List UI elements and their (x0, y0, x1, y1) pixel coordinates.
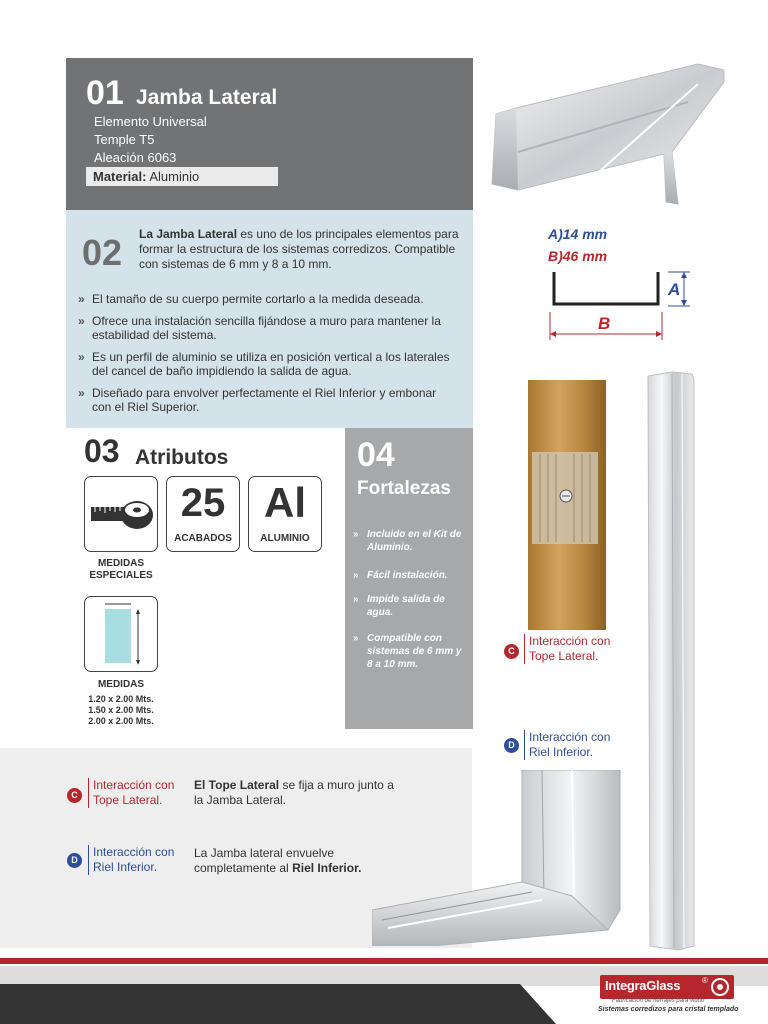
section-01-header (66, 58, 473, 210)
bullet-chevron-icon: » (78, 292, 85, 306)
dimension-a-label: A)14 mm (548, 226, 608, 242)
material-row (86, 167, 278, 186)
section-04-title: Fortalezas (357, 478, 451, 499)
brand-logo (600, 975, 734, 999)
bullet-item: » Ofrece una instalación sencilla fijándose a muro para mantener la estabilidad del sistema. (78, 314, 441, 342)
medida-item: 1.20 x 2.00 Mts. (88, 694, 154, 704)
brand-tagline-2: Sistemas corredizos para cristal templado (598, 1006, 739, 1013)
brand-wheel-icon (710, 977, 730, 997)
acabados-label: ACABADOS (174, 533, 232, 544)
section-03-title: Atributos (135, 446, 229, 469)
marker-c-icon: C (67, 788, 82, 803)
medidas-caption: MEDIDAS (97, 679, 145, 690)
strength-item: » Fácil instalación. (353, 570, 448, 581)
material-value: Aluminio (149, 169, 200, 184)
riel-inferior-photo (372, 770, 622, 946)
brand-tagline-1: Fabricación de herrajes para vidrio (612, 998, 705, 1004)
bullet-chevron-icon: » (78, 386, 85, 400)
spec-element: Elemento Universal (94, 114, 207, 129)
intro-paragraph (139, 227, 464, 272)
strength-item: » Compatible con sistemas de 6 mm y 8 a 10 mm. (353, 633, 462, 670)
intro-text: es uno de los principales elementos para formar la estructura de los sistemas corredizos. Compatible con sistemas de 6 mm y 8 a 10 mm. (139, 227, 459, 271)
section-02-description (66, 210, 473, 428)
interaction-d-label: Interacción con Riel Inferior. (88, 845, 185, 875)
aluminio-badge (248, 476, 322, 552)
dimension-a-letter: A (668, 280, 681, 299)
bullet-item: » Diseñado para envolver perfectamente el Riel Inferior y embonar con el Riel Superior. (78, 386, 437, 414)
medida-item: 2.00 x 2.00 Mts. (88, 716, 154, 726)
material-label: Material: (93, 169, 147, 184)
bullet-chevron-icon: » (353, 570, 359, 581)
strength-item: » Incluido en el Kit de Aluminio. (353, 529, 462, 553)
medidas-especiales-caption: MEDIDAS ESPECIALES (89, 558, 153, 581)
jamba-vertical-image (642, 370, 700, 952)
interaction-d-label: Interacción con Riel Inferior. (524, 730, 629, 760)
bullet-chevron-icon: » (78, 350, 85, 364)
bullet-item: » Es un perfil de aluminio se utiliza en posición vertical a los laterales del cancel de baño impidiendo la salida de agua. (78, 350, 450, 378)
interaction-c-label: Interacción con Tope Lateral. (524, 634, 629, 664)
tape-measure-icon (84, 476, 158, 552)
bullet-chevron-icon: » (353, 529, 359, 540)
brand-name: IntegraGlass (605, 978, 681, 993)
marker-d-icon: D (504, 738, 519, 753)
bullet-chevron-icon: » (353, 594, 359, 605)
section-01-number: 01 (86, 74, 124, 112)
bullet-item: » El tamaño de su cuerpo permite cortarlo a la medida deseada. (78, 292, 424, 306)
spec-alloy: Aleación 6063 (94, 150, 177, 165)
section-04-strengths (345, 428, 473, 729)
acabados-number: 25 (180, 481, 226, 525)
marker-d-icon: D (67, 853, 82, 868)
intro-bold: La Jamba Lateral (139, 227, 238, 241)
marker-c-icon: C (504, 644, 519, 659)
bullet-chevron-icon: » (353, 633, 359, 644)
section-04-number: 04 (357, 436, 395, 474)
medida-item: 1.50 x 2.00 Mts. (88, 705, 154, 715)
jamba-profile-image (488, 62, 738, 208)
footer-dark-shape (0, 984, 560, 1024)
spec-temper: Temple T5 (94, 132, 155, 147)
product-title: Jamba Lateral (136, 86, 278, 109)
aluminio-label: ALUMINIO (260, 533, 310, 544)
interaction-c-label: Interacción con Tope Lateral. (88, 778, 185, 808)
section-03-number: 03 (84, 433, 120, 469)
section-02-number: 02 (82, 232, 123, 273)
dimension-b-letter: B (598, 314, 611, 333)
tope-lateral-photo (528, 380, 606, 630)
interaction-c-description: El Tope Lateral se fija a muro junto a la Jamba Lateral. (194, 778, 394, 807)
medidas-list (72, 694, 170, 727)
aluminio-symbol: Al (264, 479, 306, 526)
cross-section-diagram (544, 266, 694, 342)
interaction-d-description: La Jamba lateral envuelve completamente al Riel Inferior. (194, 846, 362, 875)
strength-item: » Impide salida de agua. (353, 594, 445, 618)
glass-panel-icon (84, 596, 158, 672)
dimension-b-label: B)46 mm (548, 248, 608, 264)
acabados-badge (166, 476, 240, 552)
brand-registered: ® (702, 976, 708, 985)
bullet-chevron-icon: » (78, 314, 85, 328)
feature-bullets (78, 292, 458, 422)
